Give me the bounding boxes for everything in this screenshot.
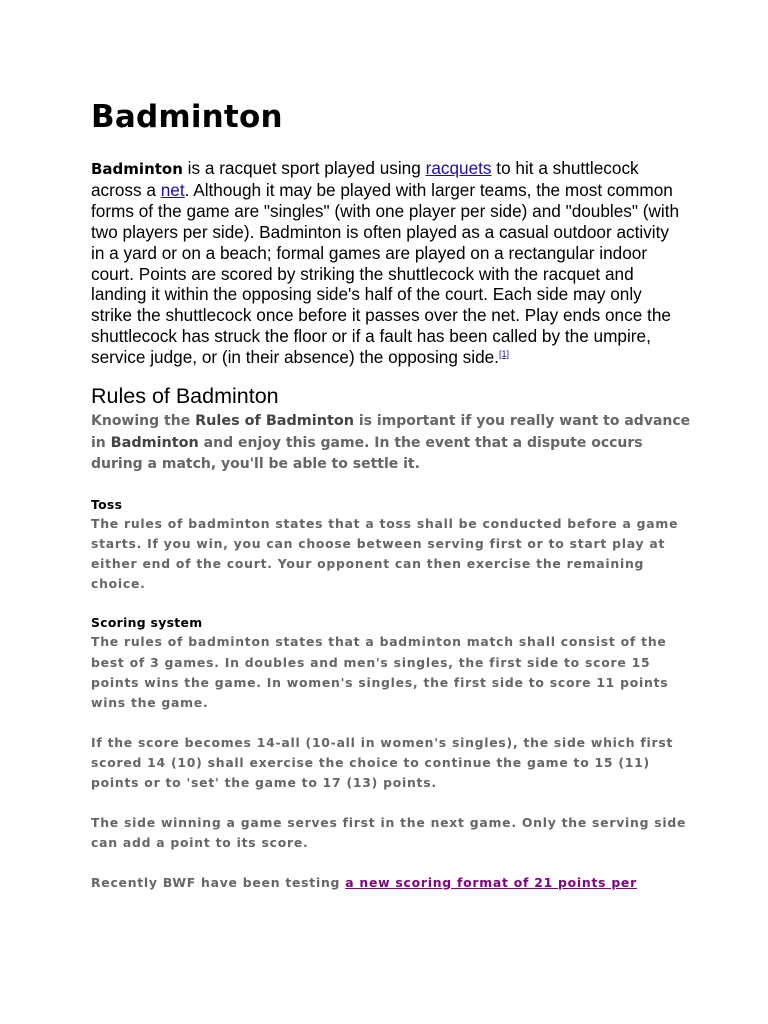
- scoring-paragraph-2: If the score becomes 14-all (10-all in women's singles), the side which first scored 14 (10) shall exercise the choice to continue the game to 15 (11) points or to 'set' the game to 17 (13) points.: [91, 734, 674, 791]
- intro-text-1: is a racquet sport played using: [182, 158, 426, 178]
- scoring-paragraph-1: The rules of badminton states that a badminton match shall consist of the best of 3 games. In doubles and men's singles, the first side to score 15 points wins the game. In women's singles, the first side to score 11 points wins the game.: [91, 634, 669, 710]
- new-scoring-format-link[interactable]: a new scoring format of 21 points per: [345, 874, 637, 890]
- intro-paragraph: [91, 158, 683, 368]
- scoring-paragraph-4-text: Recently BWF have been testing: [91, 874, 346, 890]
- rules-intro-text-3: and enjoy this game. In the event that a dispute occurs during a match, you'll be able to settle it.: [91, 434, 643, 473]
- intro-text-2: to hit a shuttlecock across a: [91, 158, 639, 200]
- scoring-paragraph-3: The side winning a game serves first in the next game. Only the serving side can add a point to its score.: [91, 814, 687, 850]
- rules-intro-text-1: Knowing the: [91, 413, 196, 430]
- rules-intro-emphasis-2: Badminton: [110, 434, 199, 451]
- rules-intro-text-2: is important if you really want to advance in: [91, 413, 691, 451]
- net-link[interactable]: net: [160, 179, 185, 200]
- intro-text-3: . Although it may be played with larger teams, the most common forms of the game are "singles" (with one player per side) and "doubles" (with two players per side). Badminton is often played as a casual outdoor activity in a yard or on a beach; formal games are played on a rectangular indoor court. Points are scored by striking the shuttlecock with the racquet and landing it within the opposing side's half of the court. Each side may only strike the shuttlecock once before it passes over the net. Play ends once the shuttlecock has struck the floor or if a fault has been called by the umpire, service judge, or (in their absence) the opposing side.: [91, 179, 680, 368]
- rules-intro-emphasis-1: Rules of Badminton: [195, 413, 354, 430]
- intro-bold-term: Badminton: [91, 160, 183, 178]
- scoring-paragraph-4: [91, 873, 691, 893]
- toss-paragraph: The rules of badminton states that a toss shall be conducted before a game starts. If you win, you can choose between serving first or to start play at either end of the court. Your opponent can then exercise the remaining choice.: [91, 515, 679, 592]
- racquets-link[interactable]: racquets: [425, 158, 492, 178]
- page-title: Badminton: [91, 99, 283, 135]
- rules-intro-paragraph: [91, 411, 691, 476]
- citation-superscript: [499, 349, 509, 359]
- rules-heading: Rules of Badminton: [91, 384, 279, 409]
- article-content: [91, 95, 691, 893]
- citation-link[interactable]: [1]: [498, 349, 509, 360]
- toss-heading: Toss: [91, 496, 123, 512]
- scoring-heading: Scoring system: [91, 615, 203, 631]
